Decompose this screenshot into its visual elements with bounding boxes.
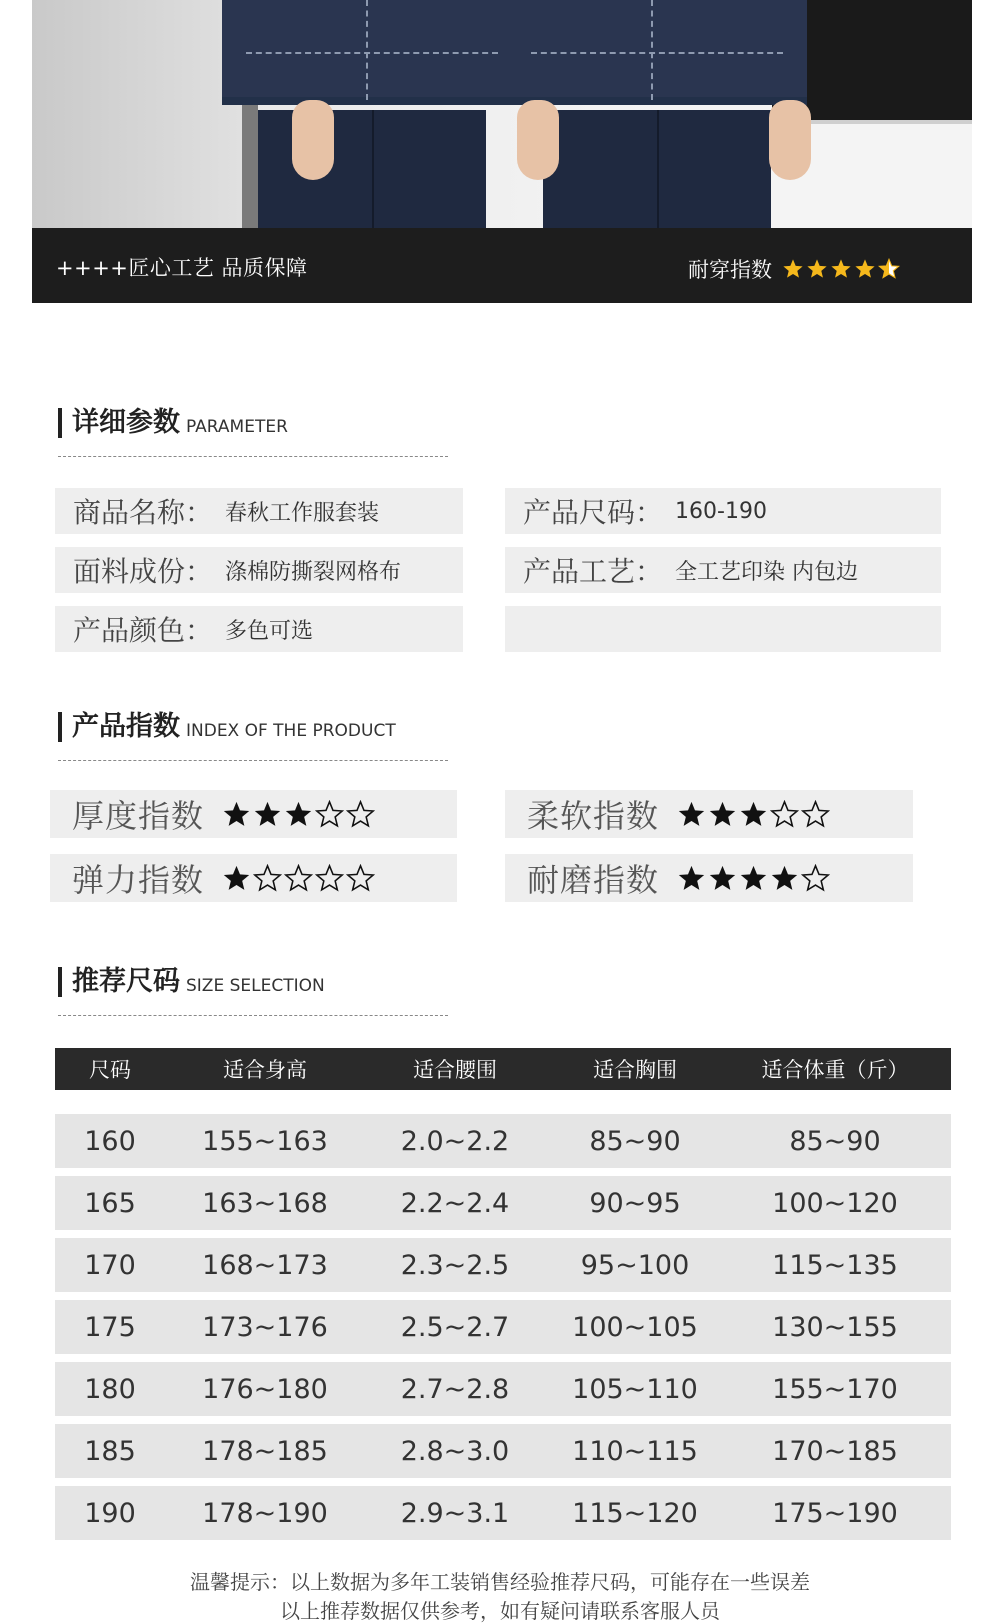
quality-banner	[32, 228, 972, 303]
star-empty-icon	[801, 800, 830, 829]
model-left	[222, 0, 522, 228]
param-craft	[505, 547, 941, 593]
star-filled-icon	[739, 864, 768, 893]
divider	[58, 760, 448, 761]
cell-height: 178~190	[202, 1497, 328, 1529]
table-row	[55, 1176, 951, 1230]
star-filled-icon	[222, 864, 251, 893]
star-filled-icon	[284, 800, 313, 829]
param-size-range	[505, 488, 941, 534]
table-row	[55, 1114, 951, 1168]
star-empty-icon	[770, 800, 799, 829]
cell-chest: 110~115	[572, 1435, 698, 1467]
index-stars	[677, 864, 830, 893]
cell-height: 168~173	[202, 1249, 328, 1281]
header-chest: 适合胸围	[593, 1058, 677, 1082]
index-label: 柔软指数	[527, 797, 660, 835]
param-key: 产品颜色：	[73, 614, 214, 647]
index-softness	[505, 790, 913, 838]
cell-waist: 2.3~2.5	[400, 1249, 510, 1281]
divider	[58, 1015, 448, 1016]
size-table-header	[55, 1048, 951, 1090]
header-height: 适合身高	[223, 1058, 307, 1082]
cell-weight: 115~135	[772, 1249, 898, 1281]
photo-wall	[32, 0, 242, 228]
index-wear-resistance	[505, 854, 913, 902]
parameter-section-title	[58, 408, 288, 438]
star-empty-icon	[315, 800, 344, 829]
cell-chest: 105~110	[572, 1373, 698, 1405]
cell-height: 173~176	[202, 1311, 328, 1343]
index-thickness	[50, 790, 457, 838]
star-empty-icon	[284, 864, 313, 893]
index-label: 耐磨指数	[527, 861, 660, 899]
param-product-name	[55, 488, 463, 534]
table-row	[55, 1486, 951, 1540]
wear-index-stars	[782, 258, 900, 280]
header-waist: 适合腰围	[413, 1058, 497, 1082]
cell-chest: 90~95	[589, 1187, 681, 1219]
tips-line-1: 温馨提示：以上数据为多年工装销售经验推荐尺码，可能存在一些误差	[190, 1570, 810, 1594]
param-value: 全工艺印染 内包边	[675, 559, 859, 585]
param-key: 面料成份：	[73, 555, 214, 588]
size-title-cn: 推荐尺码	[72, 966, 180, 997]
star-filled-icon	[677, 864, 706, 893]
cell-weight: 170~185	[772, 1435, 898, 1467]
star-filled-icon	[253, 800, 282, 829]
index-title-en: INDEX OF THE PRODUCT	[186, 721, 396, 741]
param-value: 春秋工作服套装	[225, 500, 380, 526]
cell-waist: 2.5~2.7	[400, 1311, 510, 1343]
cell-weight: 155~170	[772, 1373, 898, 1405]
star-filled-icon	[708, 864, 737, 893]
param-value: 涤棉防撕裂网格布	[225, 559, 402, 585]
star-icon	[830, 258, 852, 280]
slogan-text: ++++匠心工艺 品质保障	[56, 256, 308, 280]
size-section-title	[58, 967, 325, 997]
param-value: 多色可选	[225, 618, 314, 644]
cell-size: 160	[84, 1125, 136, 1157]
index-stars	[222, 800, 375, 829]
table-row	[55, 1238, 951, 1292]
param-key: 商品名称：	[73, 496, 214, 529]
index-title-cn: 产品指数	[72, 711, 180, 742]
param-color	[55, 606, 463, 652]
cell-chest: 115~120	[572, 1497, 698, 1529]
cell-waist: 2.2~2.4	[400, 1187, 510, 1219]
product-photo	[32, 0, 972, 228]
star-empty-icon	[346, 864, 375, 893]
cell-weight: 85~90	[789, 1125, 881, 1157]
index-stars	[677, 800, 830, 829]
cell-waist: 2.0~2.2	[400, 1125, 510, 1157]
param-key: 产品工艺：	[523, 555, 664, 588]
cell-height: 163~168	[202, 1187, 328, 1219]
wear-index-label: 耐穿指数	[688, 258, 772, 282]
star-filled-icon	[739, 800, 768, 829]
param-empty	[505, 606, 941, 652]
star-icon	[854, 258, 876, 280]
title-bar	[58, 967, 62, 997]
cell-size: 165	[84, 1187, 136, 1219]
star-icon	[782, 258, 804, 280]
title-bar	[58, 408, 62, 438]
star-filled-icon	[770, 864, 799, 893]
star-empty-icon	[346, 800, 375, 829]
title-bar	[58, 712, 62, 742]
index-section-title	[58, 712, 396, 742]
cell-size: 185	[84, 1435, 136, 1467]
cell-chest: 100~105	[572, 1311, 698, 1343]
cell-weight: 100~120	[772, 1187, 898, 1219]
cell-size: 190	[84, 1497, 136, 1529]
star-empty-icon	[315, 864, 344, 893]
cell-size: 175	[84, 1311, 136, 1343]
index-label: 厚度指数	[72, 797, 205, 835]
cell-size: 170	[84, 1249, 136, 1281]
table-row	[55, 1424, 951, 1478]
half-star-icon	[878, 258, 900, 280]
tips-line-2: 以上推荐数据仅供参考，如有疑问请联系客服人员	[280, 1599, 720, 1623]
param-value: 160-190	[675, 498, 767, 524]
cell-chest: 85~90	[589, 1125, 681, 1157]
star-filled-icon	[677, 800, 706, 829]
index-elasticity	[50, 854, 457, 902]
wear-index	[688, 254, 900, 284]
star-icon	[806, 258, 828, 280]
cell-waist: 2.9~3.1	[400, 1497, 510, 1529]
cell-waist: 2.8~3.0	[400, 1435, 510, 1467]
table-row	[55, 1300, 951, 1354]
index-label: 弹力指数	[72, 861, 205, 899]
header-weight: 适合体重（斤）	[761, 1058, 909, 1082]
cell-weight: 130~155	[772, 1311, 898, 1343]
header-size: 尺码	[89, 1058, 131, 1082]
star-empty-icon	[801, 864, 830, 893]
cell-chest: 95~100	[580, 1249, 690, 1281]
cell-weight: 175~190	[772, 1497, 898, 1529]
star-empty-icon	[253, 864, 282, 893]
cell-height: 176~180	[202, 1373, 328, 1405]
cell-height: 155~163	[202, 1125, 328, 1157]
cell-height: 178~185	[202, 1435, 328, 1467]
model-right	[507, 0, 807, 228]
star-filled-icon	[708, 800, 737, 829]
parameter-title-en: PARAMETER	[186, 417, 288, 437]
index-stars	[222, 864, 375, 893]
star-filled-icon	[222, 800, 251, 829]
size-title-en: SIZE SELECTION	[186, 976, 325, 996]
param-fabric	[55, 547, 463, 593]
table-row	[55, 1362, 951, 1416]
cell-size: 180	[84, 1373, 136, 1405]
divider	[58, 456, 448, 457]
cell-waist: 2.7~2.8	[400, 1373, 510, 1405]
parameter-title-cn: 详细参数	[72, 407, 180, 438]
param-key: 产品尺码：	[523, 496, 664, 529]
